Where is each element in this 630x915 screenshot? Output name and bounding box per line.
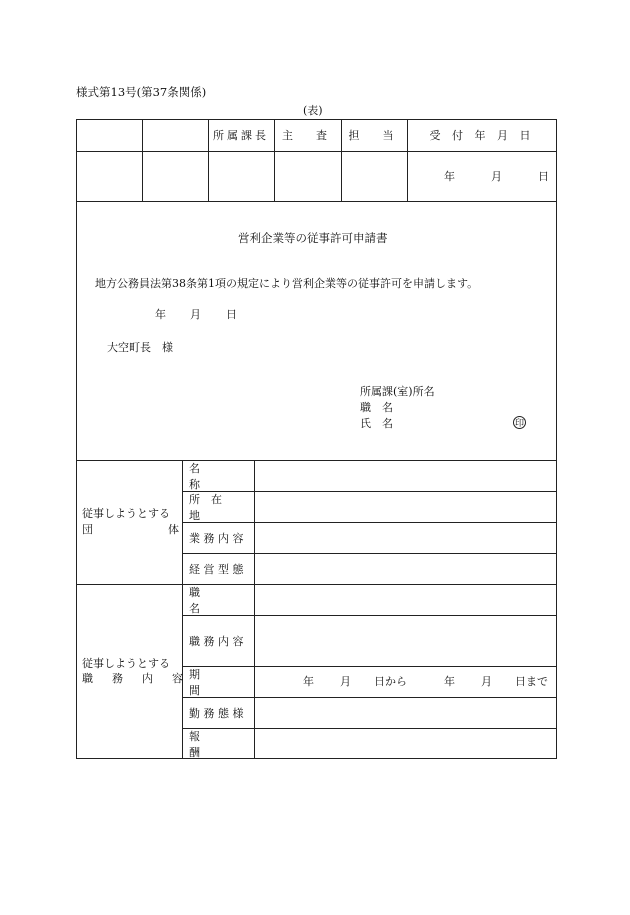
- application-date-day: 日: [226, 308, 237, 321]
- reception-date-month: 月: [491, 170, 502, 183]
- period-end-year: 年: [444, 675, 455, 688]
- duties-row-compensation: 報酬: [189, 729, 237, 759]
- approval-col-divider-1: [142, 119, 143, 202]
- approval-row-divider: [76, 151, 557, 152]
- duties-row-work-style: 勤務態様: [189, 706, 247, 720]
- period-start-month: 月: [340, 675, 351, 688]
- period-end-day: 日まで: [515, 675, 548, 688]
- form-side-label: (表): [303, 104, 323, 117]
- organization-row-management-type: 経営型態: [189, 563, 247, 576]
- period-start-year: 年: [303, 675, 314, 688]
- applicant-title-label: 職 名: [360, 401, 393, 414]
- organization-row-name-label: 名称: [189, 461, 237, 491]
- organization-row-name: [182, 460, 254, 491]
- organization-group-label-line2a: 団: [82, 523, 93, 536]
- header-section-chief: 所属課長: [213, 128, 269, 142]
- reception-date-year: 年: [444, 170, 455, 183]
- duties-row-title: 職名: [189, 585, 237, 615]
- application-title: 営利企業等の従事許可申請書: [238, 231, 388, 245]
- duties-group-label-line1: 従事しようとする: [82, 657, 170, 670]
- period-end-month: 月: [481, 675, 492, 688]
- header-person-in-charge: 担 当: [348, 128, 400, 142]
- organization-row-location: 所在地: [189, 492, 233, 522]
- addressee: 大空町長 様: [107, 341, 173, 354]
- reception-date-day: 日: [538, 170, 549, 183]
- duties-value-divider: [254, 584, 255, 759]
- seal-mark-icon: 印: [513, 416, 526, 429]
- application-date-year: 年: [155, 308, 166, 321]
- duties-row-period: 期間: [189, 667, 237, 697]
- duties-group-label-line2: 職務内容: [82, 672, 202, 685]
- applicant-department-label: 所属課(室)所名: [360, 385, 435, 398]
- application-date-month: 月: [190, 308, 201, 321]
- form-number: 様式第13号(第37条関係): [76, 85, 207, 99]
- duties-row-description: 職務内容: [189, 634, 247, 648]
- organization-group-label-line2b: 体: [168, 523, 179, 536]
- applicant-name-label: 氏 名: [360, 417, 393, 430]
- period-start-day: 日から: [374, 675, 407, 688]
- header-reception-date: 受 付 年 月 日: [429, 128, 535, 142]
- application-body-text: 地方公務員法第38条第1項の規定により営利企業等の従事許可を申請します。: [95, 277, 479, 290]
- header-chief-examiner: 主 査: [282, 128, 333, 142]
- organization-group-label-line1: 従事しようとする: [82, 507, 170, 520]
- organization-row-business: 業務内容: [189, 531, 247, 545]
